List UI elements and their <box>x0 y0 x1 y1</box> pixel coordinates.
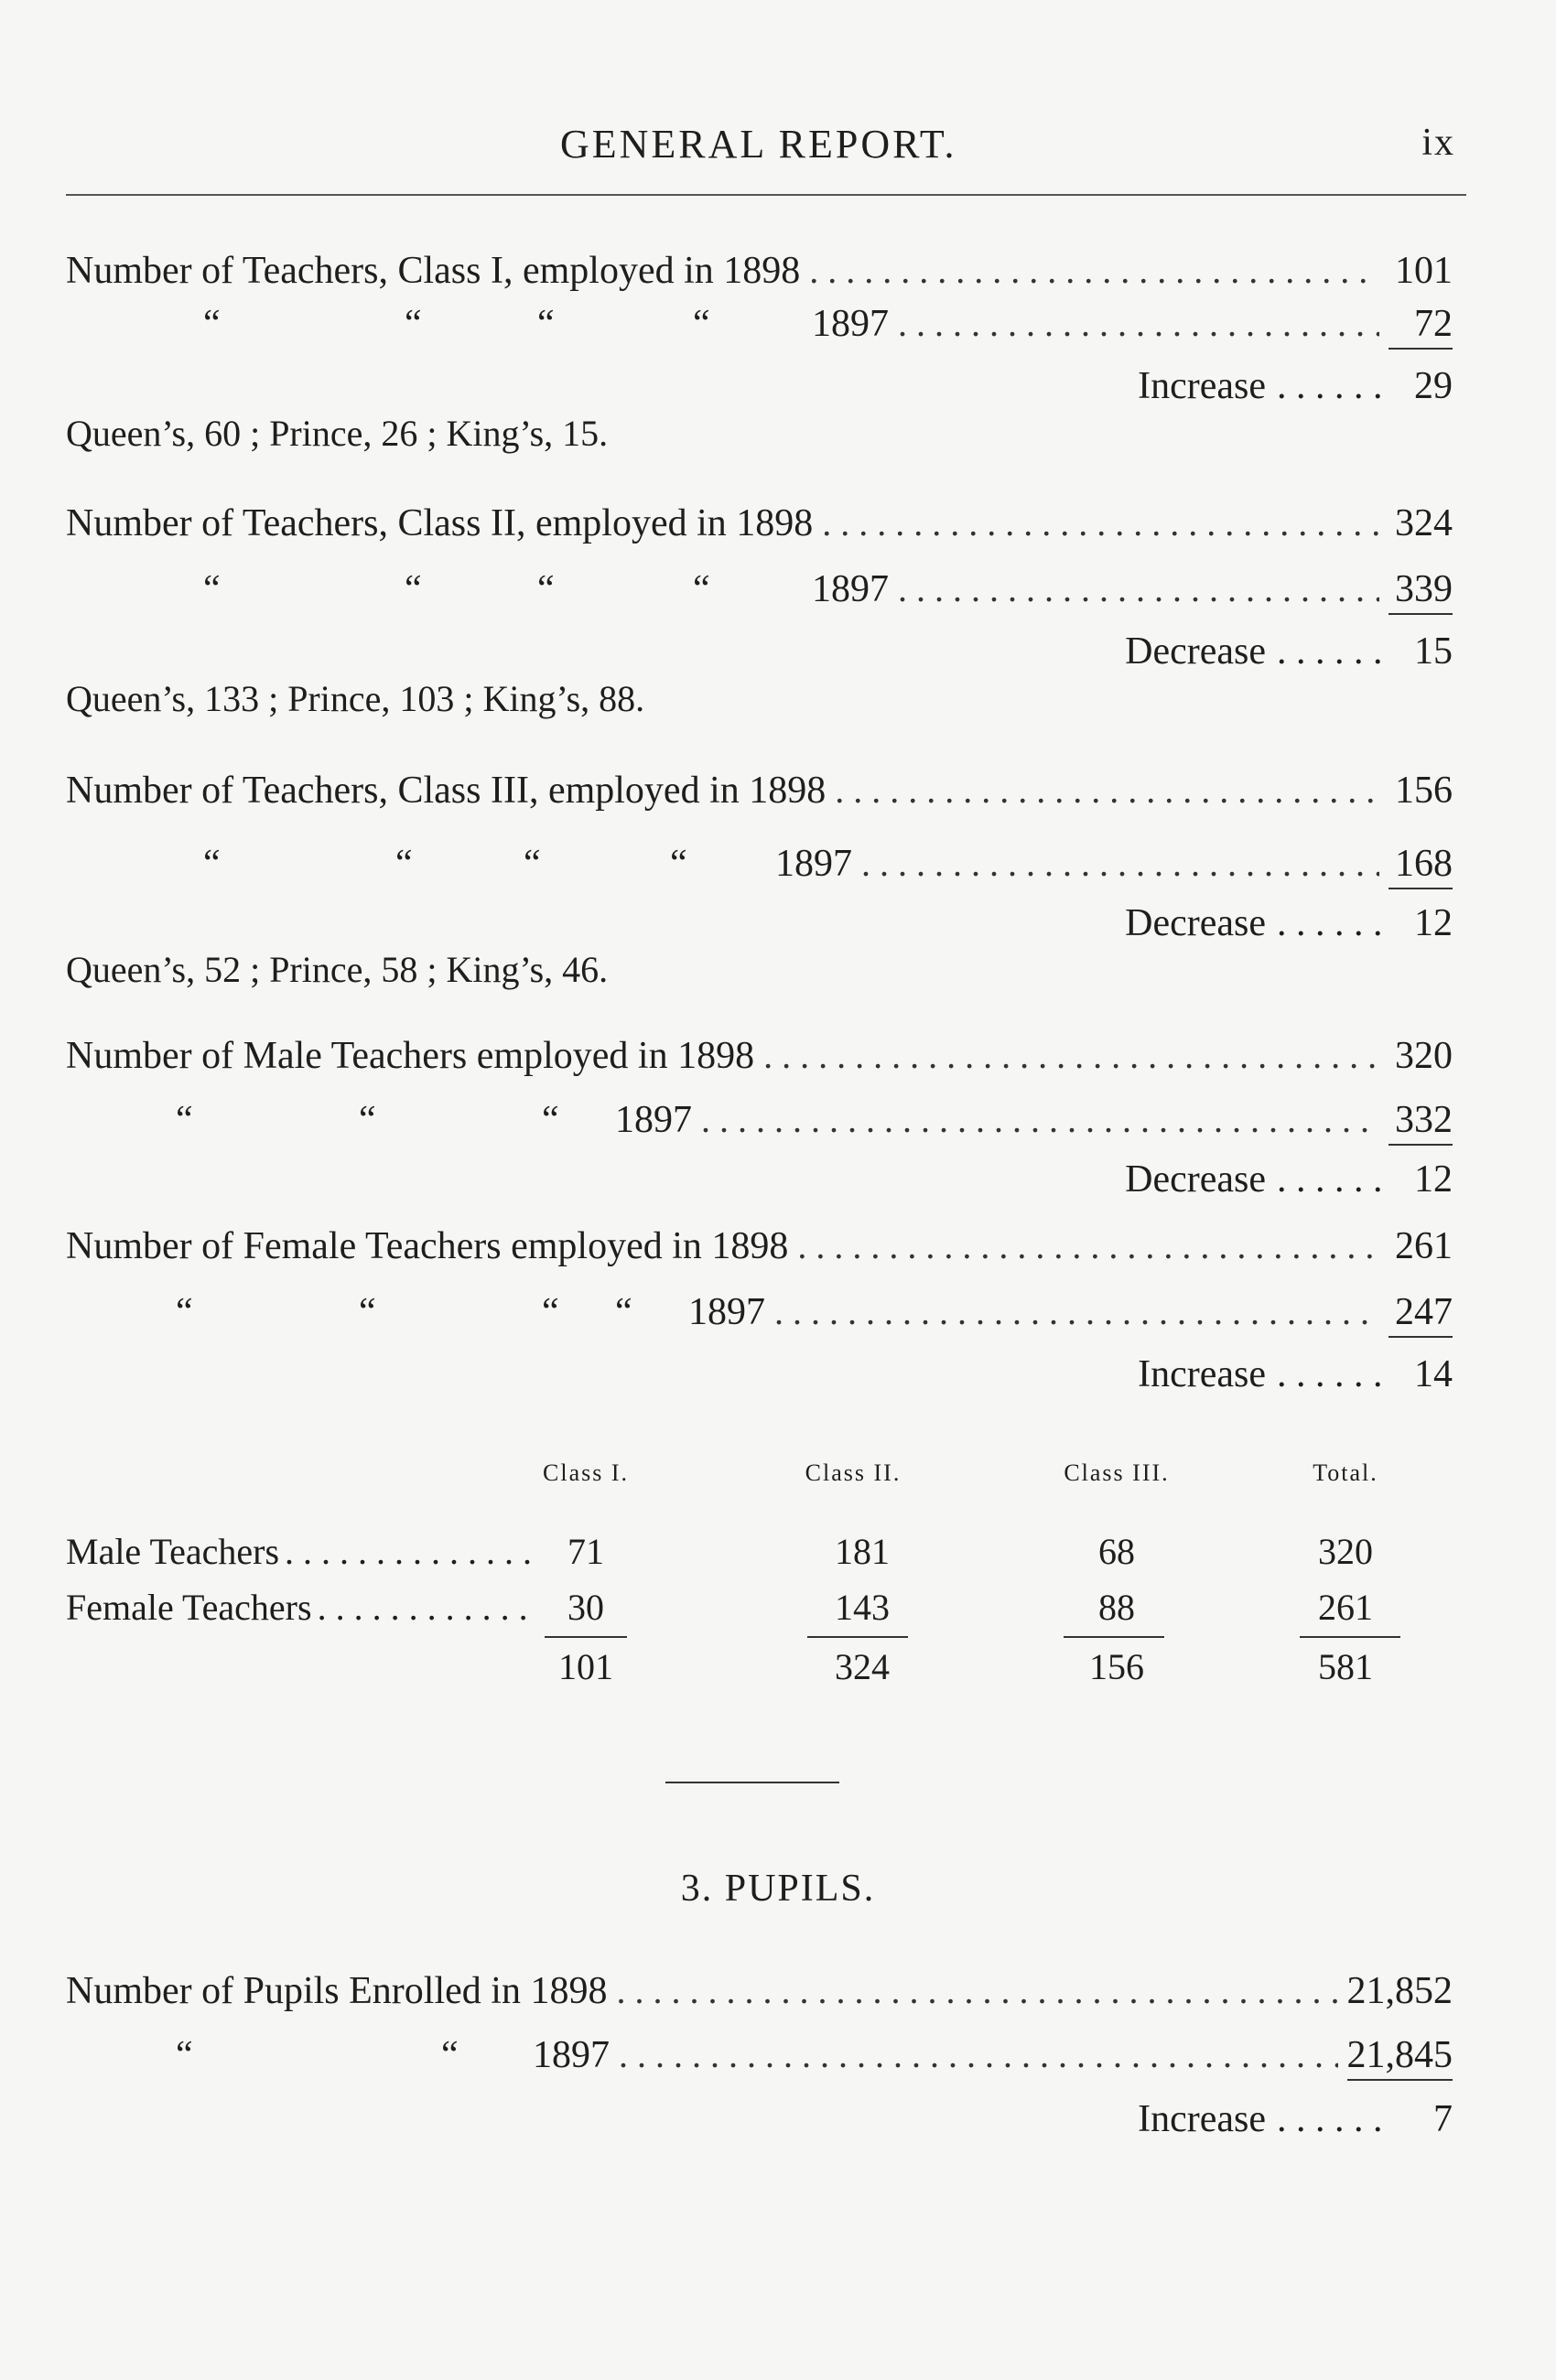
leader-dots <box>822 501 1379 544</box>
male-1897-value: 332 <box>1389 1098 1453 1146</box>
leader-dots <box>898 567 1379 610</box>
male-1897-line <box>66 1098 1453 1146</box>
male-1898-value: 320 <box>1395 1035 1453 1077</box>
male-change-line <box>903 1158 1453 1205</box>
male-change-label: Decrease <box>1125 1158 1266 1201</box>
class1-1898-label: Number of Teachers, Class I, employed in 1898 <box>66 250 801 292</box>
male-1898-line <box>66 1034 1453 1082</box>
pupils-1898-value: 21,852 <box>1346 1970 1453 2012</box>
ditto-mark: “ <box>203 568 221 610</box>
ditto-mark: “ <box>405 303 422 345</box>
table-total-rule <box>1064 1636 1164 1638</box>
female-1898-value: 261 <box>1395 1225 1453 1267</box>
leader-dots <box>774 1290 1379 1333</box>
leader-dots <box>616 1969 1337 2012</box>
leader-dots <box>1277 2097 1387 2141</box>
female-1897-year: 1897 <box>688 1291 765 1333</box>
table-total-rule <box>1300 1636 1400 1638</box>
class1-1897-line <box>66 302 1453 350</box>
pupils-change-value: 7 <box>1433 2098 1453 2140</box>
table-cell: 320 <box>1318 1531 1373 1572</box>
leader-dots <box>797 1224 1379 1267</box>
class2-1897-line <box>66 567 1453 615</box>
leader-dots <box>1277 630 1387 673</box>
female-1897-value: 247 <box>1389 1290 1453 1338</box>
leader-dots <box>1277 1158 1387 1201</box>
table-header-class1: Class I. <box>543 1459 629 1486</box>
male-change-value: 12 <box>1414 1158 1453 1201</box>
ditto-mark: “ <box>176 1099 193 1141</box>
ditto-mark: “ <box>359 1099 376 1141</box>
ditto-mark: “ <box>537 303 555 345</box>
class1-change-value: 29 <box>1414 365 1453 407</box>
ditto-mark: “ <box>693 568 710 610</box>
leader-dots <box>861 842 1379 885</box>
class1-change-label: Increase <box>1138 365 1266 407</box>
class2-1897-value: 339 <box>1389 567 1453 615</box>
table-row-label-male: Male Teachers . . . <box>66 1530 542 1573</box>
class1-note: Queen’s, 60 ; Prince, 26 ; King’s, 15. <box>66 413 609 454</box>
ditto-mark: “ <box>359 1291 376 1333</box>
ditto-mark: “ <box>537 568 555 610</box>
leader-dots <box>1277 364 1387 408</box>
pupils-change-line <box>903 2097 1453 2145</box>
class2-1898-label: Number of Teachers, Class II, employed in 1898 <box>66 502 814 544</box>
class2-note: Queen’s, 133 ; Prince, 103 ; King’s, 88. <box>66 678 645 719</box>
ditto-mark: “ <box>670 843 687 885</box>
table-header-total: Total. <box>1313 1459 1378 1486</box>
table-total-cell: 101 <box>558 1646 613 1687</box>
leader-dots <box>1277 901 1387 945</box>
class1-1898-value: 101 <box>1395 250 1453 292</box>
leader-dots <box>809 249 1379 292</box>
class2-change-value: 15 <box>1414 630 1453 673</box>
class3-1898-label: Number of Teachers, Class III, employed in 1898 <box>66 770 827 812</box>
table-total-cell: 581 <box>1318 1646 1373 1687</box>
table-cell: 261 <box>1318 1587 1373 1628</box>
table-row-label-female: Female Teachers . . . <box>66 1586 542 1629</box>
table-total-rule <box>545 1636 627 1638</box>
ditto-mark: “ <box>203 843 221 885</box>
leader-dots <box>1277 1352 1387 1396</box>
ditto-mark: “ <box>693 303 710 345</box>
pupils-1897-line <box>66 2033 1453 2081</box>
section-title-pupils: 3. PUPILS. <box>680 1868 876 1910</box>
ditto-mark: “ <box>441 2034 459 2076</box>
female-1898-line <box>66 1224 1453 1272</box>
class2-change-line <box>903 630 1453 677</box>
ditto-mark: “ <box>395 843 413 885</box>
table-total-cell: 156 <box>1089 1646 1144 1687</box>
section-separator <box>665 1782 839 1783</box>
class2-1898-line <box>66 501 1453 549</box>
ditto-mark: “ <box>542 1099 559 1141</box>
pupils-1898-label: Number of Pupils Enrolled in 1898 <box>66 1970 608 2012</box>
class3-1897-value: 168 <box>1389 842 1453 889</box>
table-cell: 30 <box>567 1587 604 1628</box>
male-1897-year: 1897 <box>615 1099 692 1141</box>
class2-1898-value: 324 <box>1395 502 1453 544</box>
class3-change-label: Decrease <box>1125 902 1266 944</box>
male-1898-label: Number of Male Teachers employed in 1898 <box>66 1035 755 1077</box>
class1-change-line <box>903 364 1453 412</box>
table-header-class3: Class III. <box>1064 1459 1170 1486</box>
class3-note: Queen’s, 52 ; Prince, 58 ; King’s, 46. <box>66 949 609 990</box>
leader-dots <box>898 302 1379 345</box>
class1-1897-year: 1897 <box>812 303 889 345</box>
table-cell: 88 <box>1098 1587 1135 1628</box>
table-cell: 181 <box>835 1531 890 1572</box>
ditto-mark: “ <box>524 843 541 885</box>
leader-dots <box>835 769 1379 812</box>
page-number: ix <box>1421 122 1455 164</box>
table-cell: 143 <box>835 1587 890 1628</box>
class3-change-line <box>903 901 1453 949</box>
pupils-1897-value: 21,845 <box>1347 2033 1453 2081</box>
female-change-line <box>903 1352 1453 1400</box>
ditto-mark: “ <box>615 1291 632 1333</box>
pupils-1897-year: 1897 <box>533 2034 610 2076</box>
class3-1897-line <box>66 842 1453 889</box>
class1-1898-line <box>66 249 1453 296</box>
class1-1897-value: 72 <box>1389 302 1453 350</box>
table-header-class2: Class II. <box>805 1459 902 1486</box>
class3-1898-line <box>66 769 1453 816</box>
female-change-value: 14 <box>1414 1353 1453 1395</box>
class3-change-value: 12 <box>1414 902 1453 944</box>
class3-1897-year: 1897 <box>775 843 852 885</box>
page-title: GENERAL REPORT. <box>560 122 957 167</box>
pupils-change-label: Increase <box>1138 2098 1266 2140</box>
class2-change-label: Decrease <box>1125 630 1266 673</box>
female-1898-label: Number of Female Teachers employed in 1898 <box>66 1225 789 1267</box>
header-rule <box>66 194 1466 196</box>
class2-1897-year: 1897 <box>812 568 889 610</box>
leader-dots <box>701 1098 1379 1141</box>
table-total-cell: 324 <box>835 1646 890 1687</box>
ditto-mark: “ <box>176 2034 193 2076</box>
female-change-label: Increase <box>1138 1353 1266 1395</box>
ditto-mark: “ <box>542 1291 559 1333</box>
leader-dots <box>619 2033 1338 2076</box>
class3-1898-value: 156 <box>1395 770 1453 812</box>
pupils-1898-line <box>66 1969 1453 2017</box>
ditto-mark: “ <box>405 568 422 610</box>
page-header <box>0 121 1556 172</box>
ditto-mark: “ <box>203 303 221 345</box>
table-total-rule <box>807 1636 908 1638</box>
table-cell: 68 <box>1098 1531 1135 1572</box>
table-cell: 71 <box>567 1531 604 1572</box>
female-1897-line <box>66 1290 1453 1338</box>
ditto-mark: “ <box>176 1291 193 1333</box>
leader-dots <box>763 1034 1379 1077</box>
